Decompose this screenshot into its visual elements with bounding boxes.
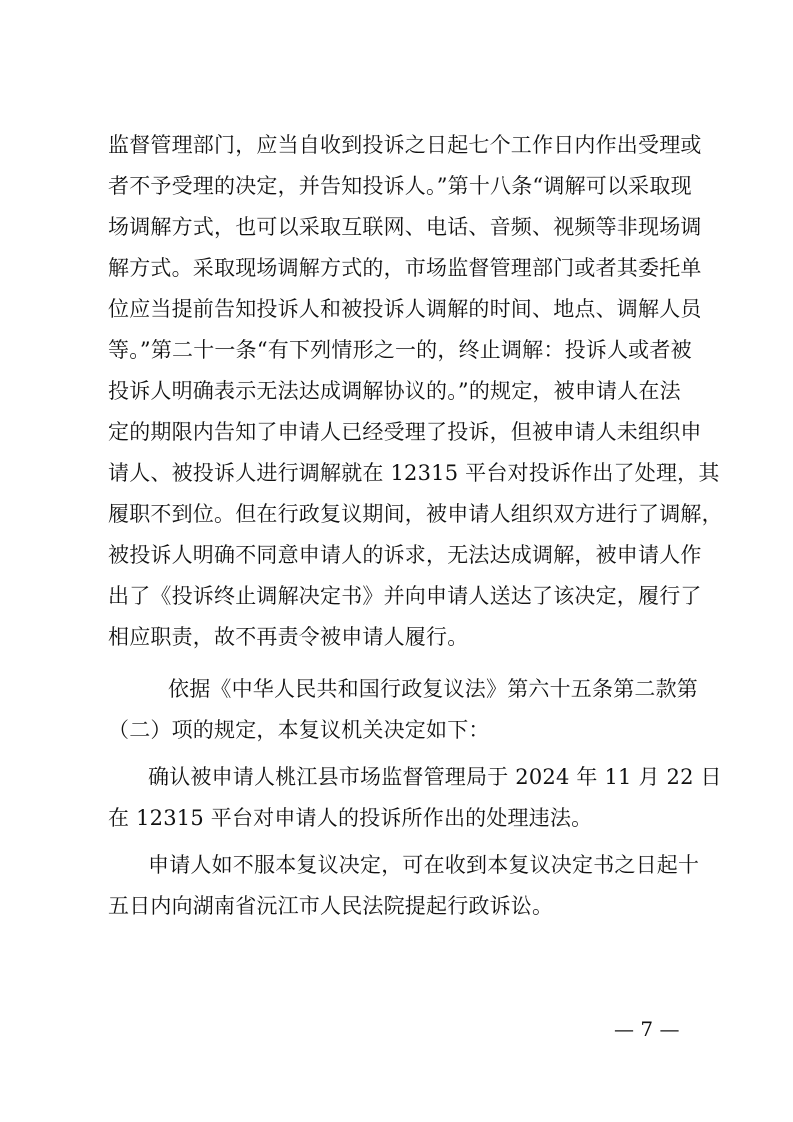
paragraph-line: 监督管理部门，应当自收到投诉之日起七个工作日内作出受理或 [108, 133, 702, 157]
paragraph-line: 投诉人明确表示无法达成调解协议的。”的规定，被申请人在法 [108, 379, 681, 403]
paragraph-line: 五日内向湖南省沅江市人民法院提起行政诉讼。 [108, 894, 554, 918]
paragraph-line: 履职不到位。但在行政复议期间，被申请人组织双方进行了调解， [108, 502, 723, 526]
paragraph-line: 被投诉人明确不同意申请人的诉求，无法达成调解，被申请人作 [108, 543, 702, 567]
paragraph-line: 出了《投诉终止调解决定书》并向申请人送达了该决定，履行了 [108, 584, 702, 608]
paragraph-line: 请人、被投诉人进行调解就在 12315 平台对投诉作出了处理，其 [108, 461, 720, 485]
paragraph-line: （二）项的规定，本复议机关决定如下： [108, 718, 490, 742]
paragraph-line: 申请人如不服本复议决定，可在收到本复议决定书之日起十 [148, 853, 700, 877]
paragraph-line: 依据《中华人民共和国行政复议法》第六十五条第二款第 [168, 677, 698, 701]
paragraph-line: 确认被申请人桃江县市场监督管理局于 2024 年 11 月 22 日 [148, 765, 722, 789]
paragraph-line: 等。”第二十一条“有下列情形之一的，终止调解：投诉人或者被 [108, 338, 692, 362]
paragraph-line: 场调解方式，也可以采取互联网、电话、音频、视频等非现场调 [108, 215, 702, 239]
page-number: — 7 — [614, 1017, 680, 1041]
paragraph-line: 相应职责，故不再责令被申请人履行。 [108, 625, 469, 649]
paragraph-line: 解方式。采取现场调解方式的，市场监督管理部门或者其委托单 [108, 256, 702, 280]
paragraph-line: 定的期限内告知了申请人已经受理了投诉，但被申请人未组织申 [108, 420, 702, 444]
paragraph-line: 者不予受理的决定，并告知投诉人。”第十八条“调解可以采取现 [108, 174, 692, 198]
paragraph-line: 在 12315 平台对申请人的投诉所作出的处理违法。 [108, 806, 593, 830]
paragraph-line: 位应当提前告知投诉人和被投诉人调解的时间、地点、调解人员 [108, 297, 702, 321]
